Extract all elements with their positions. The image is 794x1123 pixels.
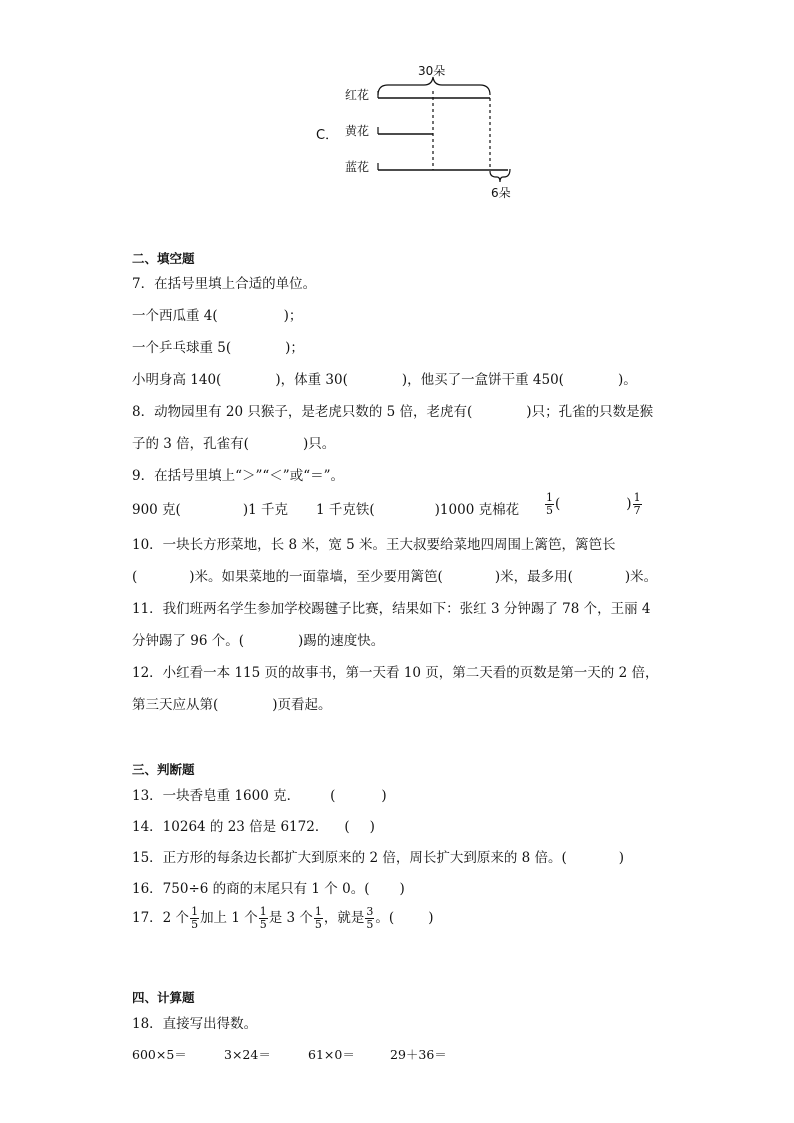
question-15: 15．正方形的每条边长都扩大到原来的 2 倍，周长扩大到原来的 8 倍。( ): [132, 850, 625, 866]
question-8-line-2: 子的 3 倍，孔雀有( )只。: [132, 436, 336, 452]
top-brace: [378, 77, 490, 95]
bottom-brace: [490, 169, 510, 182]
question-12-line-2: 第三天应从第( )页看起。: [132, 697, 332, 713]
diagram-top-value: 30朵: [418, 64, 446, 78]
question-9-compare-3: $\frac{1}{5}$ ( ) $\frac{1}{7}$: [546, 491, 641, 517]
question-16: 16．750÷6 的商的末尾只有 1 个 0。( ): [132, 881, 405, 897]
diagram-bottom-value: 6朵: [491, 186, 511, 200]
calc-item-4: 29＋36＝: [390, 1047, 447, 1062]
question-14: 14．10264 的 23 倍是 6172． ( ): [132, 819, 375, 835]
question-7-line-1: 一个西瓜重 4( )；: [132, 308, 303, 324]
diagram-blue-label: 蓝花: [345, 160, 370, 174]
diagram-red-label: 红花: [345, 88, 370, 102]
question-10-line-2: ( )米。如果菜地的一面靠墙，至少要用篱笆( )米，最多用( )米。: [132, 569, 658, 585]
question-7-stem: 7．在括号里填上合适的单位。: [132, 276, 317, 292]
question-17: 17．2 个 $\frac{1}{5}$ 加上 1 个 $\frac{1}{5}$ 是 3 个 $\frac{1}{5}$ ，就是 $\frac{3}{5}$ 。( ): [132, 905, 434, 931]
section-title-judgment: 三、判断题: [132, 762, 195, 777]
question-12-line-1: 12．小红看一本 115 页的故事书，第一天看 10 页，第二天看的页数是第一天的 2 倍，: [132, 665, 659, 681]
question-8-line-1: 8．动物园里有 20 只猴子，是老虎只数的 5 倍，老虎有( )只；孔雀的只数是猴: [132, 404, 654, 420]
question-9-stem: 9．在括号里填上“＞”“＜”或“＝”。: [132, 468, 344, 484]
question-18-stem: 18．直接写出得数。: [132, 1016, 258, 1032]
section-title-fill-blank: 二、填空题: [132, 251, 195, 266]
calc-item-2: 3×24＝: [224, 1047, 271, 1062]
fraction-one-seventh: $\frac{1}{7}$: [633, 491, 641, 517]
diagram-option-label: C．: [316, 128, 339, 143]
question-10-line-1: 10．一块长方形菜地，长 8 米，宽 5 米。王大叔要给菜地四周围上篱笆，篱笆长: [132, 537, 616, 553]
question-9-compare-2: 1 千克铁( )1000 克棉花: [316, 502, 520, 518]
question-11-line-1: 11．我们班两名学生参加学校踢毽子比赛，结果如下：张红 3 分钟踢了 78 个，王丽 4: [132, 601, 651, 617]
question-11-line-2: 分钟踢了 96 个。( )踢的速度快。: [132, 633, 385, 649]
question-13: 13．一块香皂重 1600 克． ( ): [132, 788, 387, 804]
fraction-one-fifth: $\frac{1}{5}$: [546, 491, 553, 517]
section-title-calculation: 四、计算题: [132, 990, 195, 1005]
question-9-compare-1: 900 克( )1 千克: [132, 502, 288, 518]
diagram-yellow-label: 黄花: [345, 124, 370, 138]
calc-item-1: 600×5＝: [132, 1047, 187, 1062]
question-7-line-2: 一个乒乓球重 5( )；: [132, 340, 304, 356]
question-7-line-3: 小明身高 140( )，体重 30( )，他买了一盒饼干重 450( )。: [132, 372, 637, 388]
flower-diagram: [300, 55, 540, 205]
calc-item-3: 61×0＝: [308, 1047, 355, 1062]
